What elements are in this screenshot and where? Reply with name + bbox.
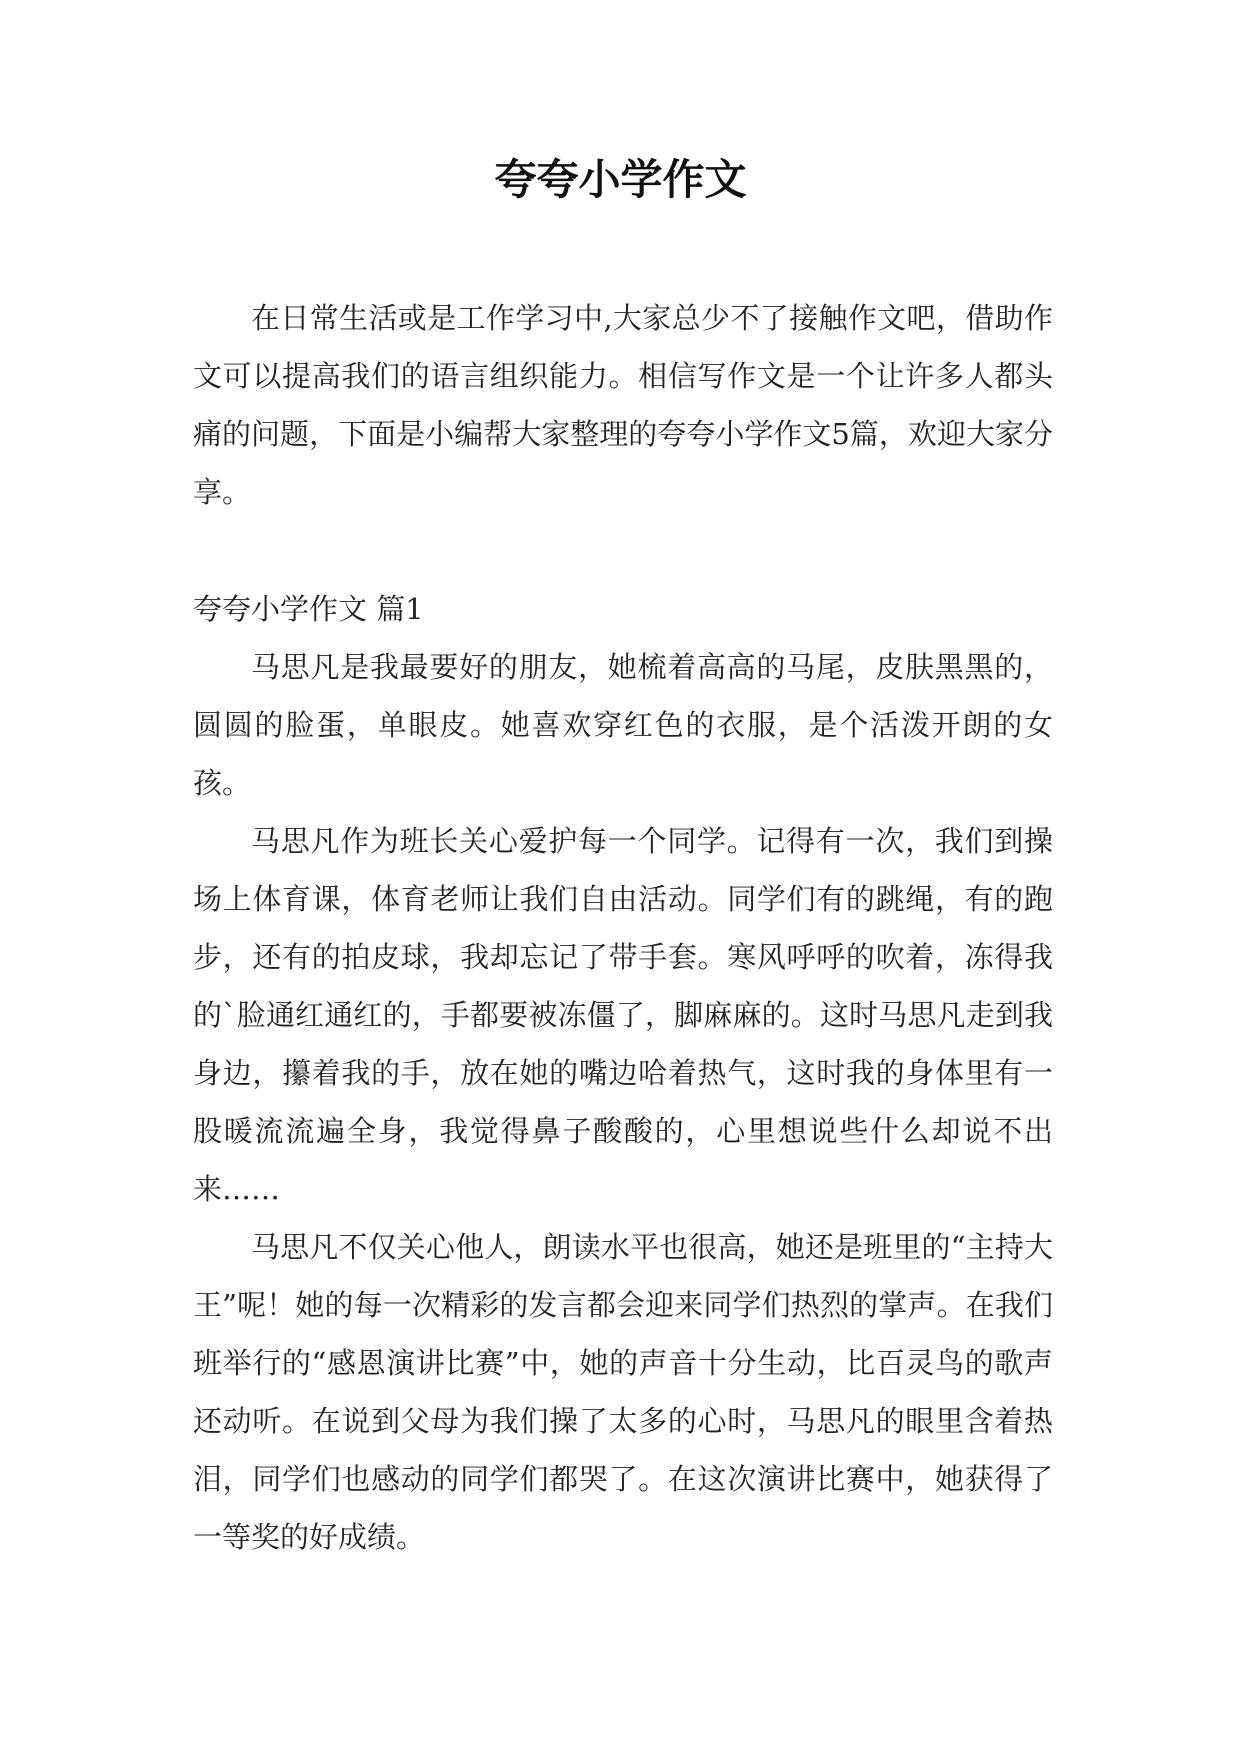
essay-paragraph: 马思凡作为班长关心爱护每一个同学。记得有一次，我们到操场上体育课，体育老师让我们自由活动。同学们有的跳绳，有的跑步，还有的拍皮球，我却忘记了带手套。寒风呼呼的吹着，冻得我的`脸通红通红的，手都要被冻僵了，脚麻麻的。这时马思凡走到我身边，攥着我的手，放在她的嘴边哈着热气，这时我的身体里有一股暖流流遍全身，我觉得鼻子酸酸的，心里想说些什么却说不出来…… — [193, 824, 1053, 1206]
document-title: 夸夸小学作文 — [494, 155, 747, 204]
intro-section — [193, 289, 1053, 521]
essay-body — [193, 638, 1053, 1566]
intro-paragraph: 在日常生活或是工作学习中,大家总少不了接触作文吧，借助作文可以提高我们的语言组织能力。相信写作文是一个让许多人都头痛的问题，下面是小编帮大家整理的夸夸小学作文5篇，欢迎大家分享。 — [193, 301, 1053, 509]
essay-paragraph: 马思凡不仅关心他人，朗读水平也很高，她还是班里的“主持大王”呢！她的每一次精彩的发言都会迎来同学们热烈的掌声。在我们班举行的“感恩演讲比赛”中，她的声音十分生动，比百灵鸟的歌声还动听。在说到父母为我们操了太多的心时，马思凡的眼里含着热泪，同学们也感动的同学们都哭了。在这次演讲比赛中，她获得了一等奖的好成绩。 — [193, 1230, 1053, 1554]
section-heading: 夸夸小学作文 篇1 — [193, 592, 424, 626]
essay-paragraph: 马思凡是我最要好的朋友，她梳着高高的马尾，皮肤黑黑的，圆圆的脸蛋，单眼皮。她喜欢穿红色的衣服，是个活泼开朗的女孩。 — [193, 650, 1053, 800]
